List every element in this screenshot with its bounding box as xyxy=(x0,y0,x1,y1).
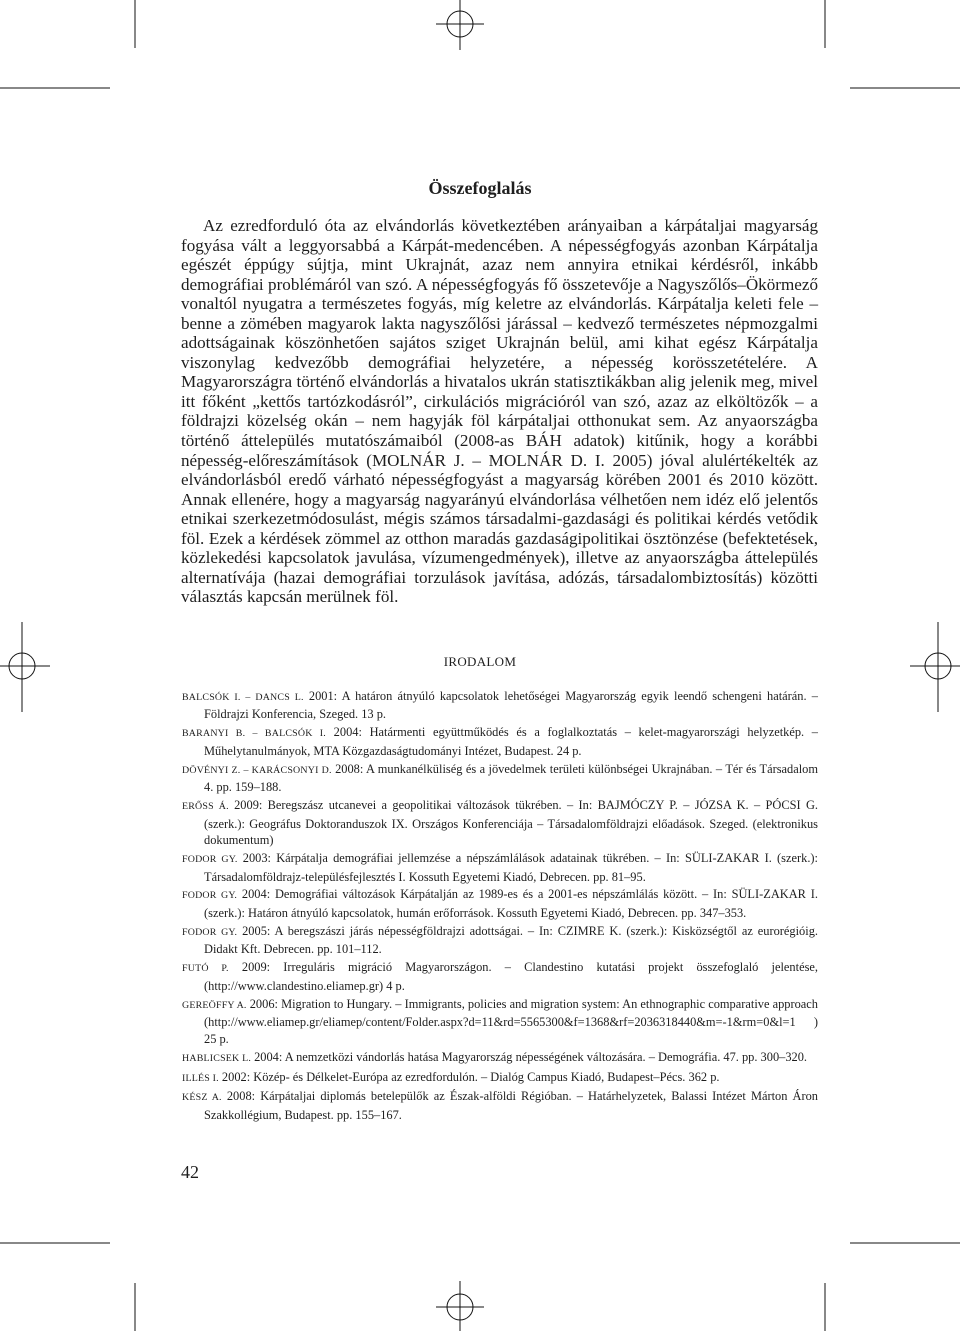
reference-text: 2009: Beregszász utcanevei a geopolitikai változások tükrében. – In: BAJMÓCZY P. – JÓZSA K. – PÓCSI G. (szerk.): Geográfus Doktoranduszok IX. Országos Konferenciája – Társadalomföldrajzi előadások. Szeged. (elektronikus dokumentum) xyxy=(204,798,818,848)
reference-authors: GEREÖFFY A. xyxy=(182,999,247,1011)
registration-mark-top xyxy=(436,0,484,50)
reference-item xyxy=(182,1049,818,1067)
reference-authors: DÖVÉNYI Z. – KARÁCSONYI D. xyxy=(182,764,332,776)
reference-item xyxy=(182,724,818,759)
registration-mark-bottom xyxy=(436,1281,484,1331)
reference-item xyxy=(182,1088,818,1123)
reference-authors: FODOR GY. xyxy=(182,890,238,902)
reference-text: 2004: Demográfiai változások Kárpátalján az 1989-es és a 2001-es népszámlálás között. – In: SÜLI-ZAKAR I. (szerk.): Határon átnyúló kapcsolatok, humán erőforrások. Kossuth Egyetemi Kiadó, Debrecen. pp. 347–353. xyxy=(204,887,818,920)
reference-item xyxy=(182,886,818,921)
reference-authors: KÉSZ A. xyxy=(182,1092,222,1104)
reference-authors: HABLICSEK L. xyxy=(182,1052,251,1064)
summary-paragraph: Az ezredforduló óta az elvándorlás következtében arányaiban a kárpátaljai magyarság fogyása vált a leggyorsabbá a Kárpát-medencében. A népességfogyás azonban Kárpátalja egészét éppúgy sújtja, mint Ukrajnát, azaz nem annyira etnikai kérdésről, inkább demográfiai problémáról van szó. A népességfogyás fő összetevője a Nagyszőlős–Ökörmező vonaltól nyugatra a természetes fogyás, míg keletre az elvándorlás. Kárpátalja keleti fele – benne a zömében magyarok lakta nagyszőlősi járással – kedvező természetes népmozgalmi adottságainak köszönhetően sajátos sziget Ukrajnán belül, ami kihat egész Kárpátalja viszonylag kedvezőbb demográfiai helyzetére, a népesség korösszetételére. A Magyarországra történő elvándorlás a hivatalos ukrán statisztikákban alig jelenik meg, mivel itt főként „kettős tartózkodásról”, cirkulációs migrációról van szó, azaz az elköltözők – a földrajzi közelség okán – nem hagyják föl kárpátaljai otthonukat sem. Az anyaországba történő áttelepülés mutatószámaiból (2008-as BÁH adatok) kitűnik, hogy a korábbi népesség-előreszámítások (MOLNÁR J. – MOLNÁR D. I. 2005) jóval alulértékelték az elvándorlásból eredő várható népességfogyást a magyarság körében 2001 és 2010 között. Annak ellenére, hogy a magyarság nagyarányú elvándorlása vélhetően nem idéz elő jelentős etnikai szerkezetmódosulást, mégis számos társadalmi-gazdasági és politikai kérdés vetődik föl. Ezek a kérdések zömmel az otthon maradás gazdaságipolitikai ösztönzése (befektetések, közlekedési kapcsolatok javulása, vízumengedmények), illetve az anyaországba áttelepülés alternatívája (hazai demográfiai torzulások javítása, adózás, társadalombiztosítás) közötti választás kapcsán merülnek föl. xyxy=(181,216,818,607)
reference-authors: BALCSÓK I. – DANCS L. xyxy=(182,692,304,703)
crop-mark-bottom-left xyxy=(0,1221,160,1331)
reference-item xyxy=(182,850,818,885)
reference-authors: BARANYI B. – BALCSÓK I. xyxy=(182,728,326,740)
crop-mark-bottom-right xyxy=(800,1221,960,1331)
reference-text: 2002: Közép- és Délkelet-Európa az ezredfordulón. – Dialóg Campus Kiadó, Budapest–Pécs. 362 p. xyxy=(218,1069,720,1084)
section-heading: Összefoglalás xyxy=(428,178,532,198)
reference-authors: ILLÉS I. xyxy=(182,1072,219,1084)
reference-item xyxy=(182,688,818,723)
reference-text: 2008: Kárpátaljai diplomás betelepülők az Észak-alföldi Régióban. – Határhelyzetek, Balassi Intézet Márton Áron Szakkollégium, Budapest. pp. 155–167. xyxy=(204,1089,819,1122)
reference-text: 2009: Irreguláris migráció Magyarországon. – Clandestino kutatási projekt összefoglaló jelentése, (http://www.clandestino.eliamep.gr) 4 p. xyxy=(204,960,818,993)
references-heading: IRODALOM xyxy=(443,654,517,669)
crop-mark-top-left xyxy=(0,0,160,110)
reference-authors: ERŐSS Á. xyxy=(182,801,229,813)
reference-text: 2005: A beregszászi járás népességföldrajzi adottságai. – In: CZIMRE K. (szerk.): Kisközségtől az eurorégióig. Didakt Kft. Debrecen. pp. 101–112. xyxy=(204,923,818,957)
reference-text: 2003: Kárpátalja demográfiai jellemzése a népszámlálások adatainak tükrében. – In: SÜLI-ZAKAR I. (szerk.): Társadalomföldrajz-településfejlesztés I. Kossuth Egyetemi Kiadó, Debrecen. pp. 81–95. xyxy=(204,851,818,884)
reference-authors: FODOR GY. xyxy=(182,854,238,866)
reference-item xyxy=(182,761,818,796)
reference-item xyxy=(182,797,818,848)
reference-text: 2008: A munkanélküliség és a jövedelmek területi különbségei Ukrajnában. – Tér és Társadalom 4. pp. 159–188. xyxy=(204,761,818,795)
reference-authors: FODOR GY. xyxy=(182,926,238,938)
reference-text: 2006: Migration to Hungary. – Immigrants, policies and migration system: An ethnographic comparative approach (http://www.eliamep.gr/eliamep/content/Folder.aspx?d=11&rd=5565300&f=1368&rf=2036318440&m=-1&rm=0&l=1 ) 25 p. xyxy=(204,996,818,1046)
reference-authors: FUTÓ P. xyxy=(182,963,229,975)
reference-item xyxy=(182,1069,818,1087)
reference-text: 2001: A határon átnyúló kapcsolatok lehetőségei Magyarország egyik leendő schengeni határán. – Földrajzi Konferencia, Szeged. 13 p. xyxy=(204,689,818,722)
summary-body xyxy=(181,216,818,607)
reference-item xyxy=(182,923,818,958)
references-list xyxy=(182,688,818,1125)
reference-item xyxy=(182,959,818,994)
reference-item xyxy=(182,996,818,1047)
page-number: 42 xyxy=(181,1162,199,1182)
reference-text: 2004: Határmenti együttműködés és a foglalkoztatás – kelet-magyarországi helyzetkép. – Műhelytanulmányok, MTA Közgazdaságtudományi Intézet, Budapest. 24 p. xyxy=(204,725,819,758)
reference-text: 2004: A nemzetközi vándorlás hatása Magyarország népességének változására. – Demográfia. 47. pp. 300–320. xyxy=(251,1049,808,1064)
crop-mark-top-right xyxy=(800,0,960,110)
